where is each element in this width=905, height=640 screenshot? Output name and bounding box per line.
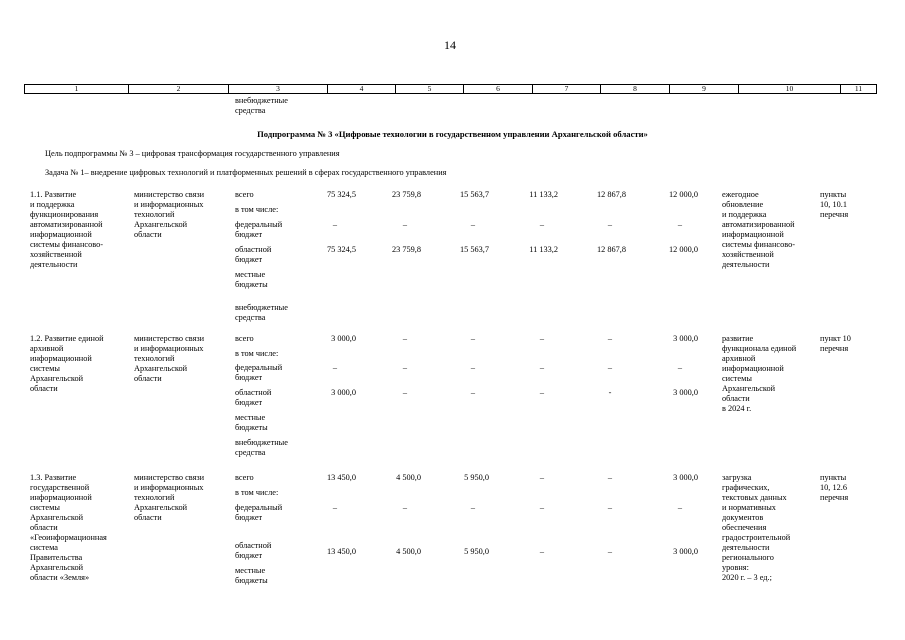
row-result: развитие функционала единой архивной информационной системы Архангельской области в 2024 г. [722, 334, 797, 413]
value-total-5: – [402, 334, 408, 343]
col-header-2: 2 [128, 85, 228, 93]
source-local-label: местные бюджеты [235, 566, 268, 585]
source-extrabudget-label: внебюджетные средства [235, 303, 288, 322]
value-total-9: 3 000,0 [673, 334, 698, 343]
value-total-6: – [470, 334, 476, 343]
value-federal-5: – [402, 220, 408, 229]
row-name: 1.1. Развитие и поддержка функционирования автоматизированной информационной системы финансово- хозяйственной деятельности [30, 190, 103, 269]
value-regional-5: – [402, 388, 408, 397]
source-total-label: всего [235, 473, 254, 482]
source-total-label: всего [235, 334, 254, 343]
row-result: ежегодное обновление и поддержка автоматизированной информационной системы финансово- хозяйственной деятельности [722, 190, 795, 269]
row-reference: пункты 10, 10.1 перечня [820, 190, 849, 219]
value-regional-7: – [539, 547, 545, 556]
value-federal-5: – [402, 503, 408, 512]
value-federal-9: – [677, 363, 683, 372]
source-including-label: в том числе: [235, 349, 279, 358]
value-regional-6: 5 950,0 [464, 547, 489, 556]
column-header-row [24, 84, 877, 94]
col-header-11: 11 [840, 85, 876, 93]
value-total-9: 12 000,0 [668, 190, 698, 199]
col-header-9: 9 [669, 85, 738, 93]
source-total-label: всего [235, 190, 254, 199]
value-regional-6: – [470, 388, 476, 397]
value-federal-6: – [470, 363, 476, 372]
continued-sources-label: внебюджетные средства [235, 96, 288, 115]
value-total-7: – [539, 334, 545, 343]
value-federal-8: – [607, 220, 613, 229]
row-reference: пункт 10 перечня [820, 334, 851, 353]
value-federal-7: – [539, 220, 545, 229]
value-regional-8: 12 867,8 [596, 245, 626, 254]
value-total-9: 3 000,0 [673, 473, 698, 482]
col-header-3: 3 [228, 85, 327, 93]
value-federal-6: – [470, 220, 476, 229]
source-federal-label: федеральный бюджет [235, 220, 283, 239]
source-local-label: местные бюджеты [235, 413, 268, 432]
value-federal-9: – [677, 503, 683, 512]
value-federal-7: – [539, 363, 545, 372]
value-total-6: 15 563,7 [459, 190, 489, 199]
value-total-4: 13 450,0 [326, 473, 356, 482]
col-header-10: 10 [738, 85, 840, 93]
value-federal-6: – [470, 503, 476, 512]
subprogram-title: Подпрограмма № 3 «Цифровые технологии в государственном управлении Архангельской области» [257, 129, 648, 139]
value-federal-9: – [677, 220, 683, 229]
value-regional-5: 23 759,8 [391, 245, 421, 254]
value-total-8: – [607, 334, 613, 343]
value-federal-4: – [332, 363, 338, 372]
value-federal-8: – [607, 363, 613, 372]
col-header-1: 1 [74, 84, 79, 93]
row-executor: министерство связи и информационных технологий Архангельской области [134, 190, 205, 239]
value-total-6: 5 950,0 [464, 473, 489, 482]
value-total-5: 23 759,8 [391, 190, 421, 199]
value-federal-5: – [402, 363, 408, 372]
source-regional-label: областной бюджет [235, 541, 272, 560]
col-header-6: 6 [463, 85, 532, 93]
value-regional-8: - [608, 388, 612, 397]
value-regional-9: 3 000,0 [673, 547, 698, 556]
value-regional-4: 13 450,0 [326, 547, 356, 556]
row-executor: министерство связи и информационных технологий Архангельской области [134, 473, 205, 522]
value-total-8: – [607, 473, 613, 482]
col-header-7: 7 [532, 85, 600, 93]
value-regional-7: – [539, 388, 545, 397]
source-federal-label: федеральный бюджет [235, 503, 283, 522]
col-header-4: 4 [327, 85, 395, 93]
subprogram-task: Задача № 1– внедрение цифровых технологий и платформенных решений в сферах государственного управления [45, 168, 447, 177]
value-federal-8: – [607, 503, 613, 512]
subprogram-goal: Цель подпрограммы № 3 – цифровая трансформация государственного управления [45, 149, 340, 158]
value-federal-4: – [332, 220, 338, 229]
row-result: загрузка графических, текстовых данных и нормативных документов обеспечения градостроительной деятельности регионального уровня: 2020 г. – 3 ед.; [722, 473, 791, 582]
value-total-4: 3 000,0 [331, 334, 356, 343]
source-local-label: местные бюджеты [235, 270, 268, 289]
col-header-5: 5 [395, 85, 463, 93]
value-regional-8: – [607, 547, 613, 556]
value-regional-4: 3 000,0 [331, 388, 356, 397]
value-regional-4: 75 324,5 [326, 245, 356, 254]
value-regional-9: 3 000,0 [673, 388, 698, 397]
row-executor: министерство связи и информационных технологий Архангельской области [134, 334, 205, 383]
value-regional-9: 12 000,0 [668, 245, 698, 254]
value-federal-7: – [539, 503, 545, 512]
source-regional-label: областной бюджет [235, 245, 272, 264]
value-regional-5: 4 500,0 [396, 547, 421, 556]
source-regional-label: областной бюджет [235, 388, 272, 407]
row-name: 1.2. Развитие единой архивной информационной системы Архангельской области [30, 334, 104, 393]
row-name: 1.3. Развитие государственной информационной системы Архангельской области «Геоинформационная система Правительства Архангельской области «Земля» [30, 473, 107, 582]
value-total-7: 11 133,2 [529, 190, 558, 199]
page-number: 14 [444, 38, 456, 52]
value-regional-6: 15 563,7 [459, 245, 489, 254]
value-total-4: 75 324,5 [326, 190, 356, 199]
source-extrabudget-label: внебюджетные средства [235, 438, 288, 457]
value-total-7: – [539, 473, 545, 482]
row-reference: пункты 10, 12.6 перечня [820, 473, 849, 502]
value-federal-4: – [332, 503, 338, 512]
col-header-8: 8 [600, 85, 669, 93]
value-regional-7: 11 133,2 [529, 245, 558, 254]
source-including-label: в том числе: [235, 205, 279, 214]
source-federal-label: федеральный бюджет [235, 363, 283, 382]
source-including-label: в том числе: [235, 488, 279, 497]
value-total-5: 4 500,0 [396, 473, 421, 482]
value-total-8: 12 867,8 [596, 190, 626, 199]
